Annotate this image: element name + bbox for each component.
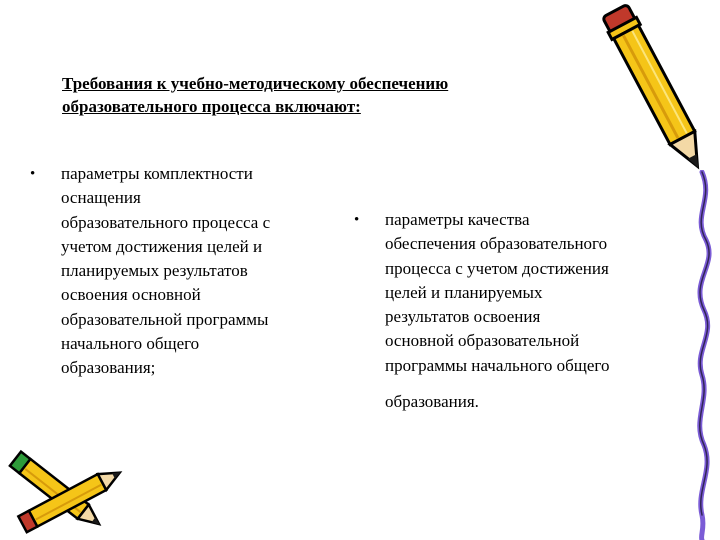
title-line-1: Требования к учебно-методическому обеспечению: [62, 74, 449, 93]
squiggle-line: [672, 170, 720, 540]
bullet-right-line-3: процесса с учетом достижения: [385, 258, 609, 278]
bullet-left-text: [61, 162, 270, 381]
bullet-right-line-4: целей и планируемых: [385, 282, 543, 302]
bullet-left-line-7: образовательной программы: [61, 309, 269, 329]
bullet-left-line-9: образования;: [61, 358, 156, 378]
bullet-left-line-4: учетом достижения целей и: [61, 236, 263, 256]
bullet-left-line-6: освоения основной: [61, 285, 201, 305]
bullet-right-line-2: обеспечения образовательного: [385, 234, 608, 254]
bullet-right-line-1: параметры качества: [385, 210, 530, 229]
bullet-right-line-5: результатов освоения: [385, 307, 541, 327]
bullet-left-line-3: образовательного процесса с: [61, 212, 271, 232]
bullet-right-line-7: программы начального общего: [385, 355, 610, 375]
bullet-right: [354, 208, 654, 414]
bullet-left-line-5: планируемых результатов: [61, 261, 248, 281]
title-line-2: образовательного процесса включают:: [62, 97, 361, 116]
bullet-left-line-2: оснащения: [61, 188, 141, 208]
bullet-left-line-1: параметры комплектности: [61, 164, 253, 183]
crossed-pencils-icon: [0, 432, 140, 540]
slide-title: [62, 72, 582, 118]
bullet-marker-left: •: [30, 166, 36, 182]
bullet-right-line-6: основной образовательной: [385, 331, 580, 351]
bullet-marker-right: •: [354, 212, 360, 228]
pencil-icon: [596, 0, 720, 185]
bullet-right-text: [385, 208, 609, 414]
bullet-right-line-8: образования.: [385, 392, 479, 412]
bullet-left: [30, 162, 320, 381]
bullet-left-line-8: начального общего: [61, 334, 200, 354]
